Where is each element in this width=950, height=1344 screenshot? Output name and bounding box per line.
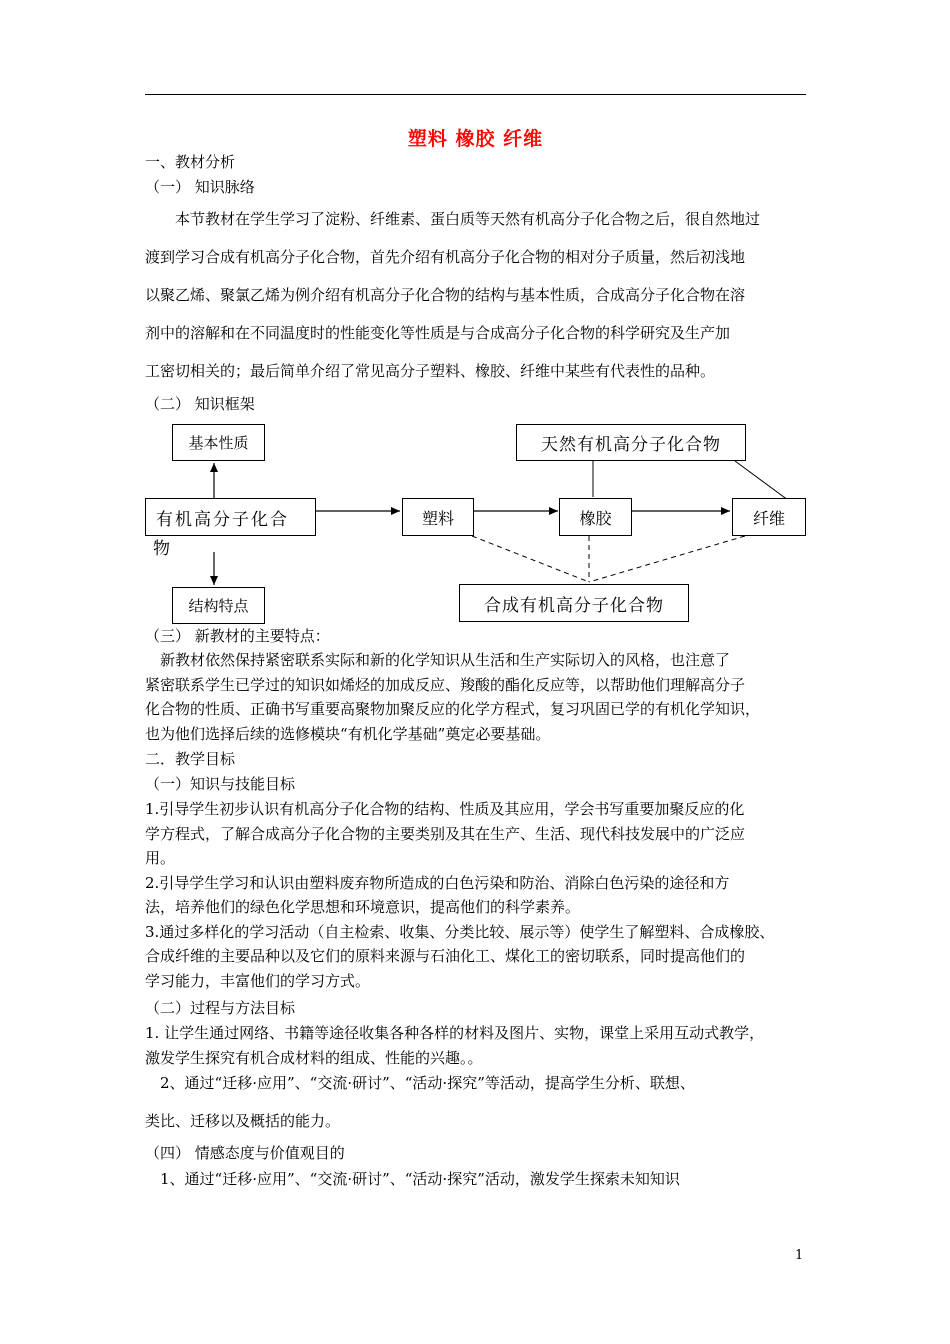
paragraph-line: 以聚乙烯、聚氯乙烯为例介绍有机高分子化合物的结构与基本性质，合成高分子化合物在溶: [145, 286, 746, 304]
section-heading-2: 二．教学目标: [145, 750, 236, 768]
list-item-emotion: 1、通过“迁移·应用”、“交流·研讨”、“活动·探究”活动，激发学生探索未知知识: [160, 1170, 680, 1188]
box-synthetic-polymer: 合成有机高分子化合物: [459, 584, 689, 622]
subsection-heading-knowledge-skills: （一）知识与技能目标: [145, 775, 296, 793]
list-item: 激发学生探究有机合成材料的组成、性能的兴趣。。: [145, 1048, 483, 1067]
fiber-to-synthetic-dashed: [589, 536, 745, 582]
list-item: 3.通过多样化的学习活动（自主检索、收集、分类比较、展示等）使学生了解塑料、合成橡胶、: [145, 922, 775, 941]
box-basic-properties: 基本性质: [172, 424, 265, 461]
list-item: 法，培养他们的绿色化学思想和环境意识，提高他们的科学素养。: [145, 898, 581, 916]
box-structure-features: 结构特点: [172, 587, 265, 624]
paragraph-new-features: [145, 648, 815, 746]
box-organic-polymer: 有机高分子化合: [145, 498, 316, 536]
paragraph-knowledge-context: [145, 200, 815, 390]
paragraph-line: 工密切相关的；最后简单介绍了常见高分子塑料、橡胶、纤维中某些有代表性的品种。: [145, 362, 716, 380]
list-item: 合成纤维的主要品种以及它们的原料来源与石油化工、煤化工的密切联系，同时提高他们的: [145, 947, 746, 965]
subsection-heading-knowledge-framework: （二） 知识框架: [145, 395, 255, 413]
box-natural-polymer: 天然有机高分子化合物: [516, 424, 746, 461]
section-heading-1: 一、教材分析: [145, 153, 236, 171]
subsection-heading-new-features: （三） 新教材的主要特点：: [145, 627, 330, 645]
box-organic-polymer-overflow: 物: [153, 539, 170, 559]
plastic-to-synthetic-dashed: [472, 536, 589, 582]
paragraph-line: 紧密联系学生已学过的知识如烯烃的加成反应、羧酸的酯化反应等，以帮助他们理解高分子: [145, 675, 746, 694]
paragraph-line: 剂中的溶解和在不同温度时的性能变化等性质是与合成高分子化合物的科学研究及生产加: [145, 324, 731, 342]
box-plastic: 塑料: [402, 498, 474, 536]
list-process-goals: [145, 1021, 815, 1070]
list-item: 1. 让学生通过网络、书籍等途径收集各种各样的材料及图片、实物，课堂上采用互动式教学，: [145, 1024, 765, 1042]
paragraph-line: 本节教材在学生学习了淀粉、纤维素、蛋白质等天然有机高分子化合物之后，很自然地过: [175, 210, 761, 228]
natural-to-fiber-line: [735, 461, 792, 503]
subsection-heading-knowledge-context: （一） 知识脉络: [145, 178, 255, 196]
subsection-heading-process-methods: （二）过程与方法目标: [145, 999, 296, 1017]
list-process-goals-2: [145, 1064, 815, 1140]
paragraph-line: 也为他们选择后续的选修模块“有机化学基础”奠定必要基础。: [145, 724, 551, 743]
box-rubber: 橡胶: [559, 498, 632, 536]
box-fiber: 纤维: [732, 498, 806, 536]
header-rule: [145, 94, 806, 95]
page-title: 塑料 橡胶 纤维: [407, 128, 544, 150]
subsection-heading-emotion-values: （四） 情感态度与价值观目的: [145, 1144, 345, 1162]
list-item: 2.引导学生学习和认识由塑料废弃物所造成的白色污染和防治、消除白色污染的途径和方: [145, 873, 730, 892]
list-item: 学方程式，了解合成高分子化合物的主要类别及其在生产、生活、现代科技发展中的广泛应: [145, 824, 746, 843]
paragraph-line: 新教材依然保持紧密联系实际和新的化学知识从生活和生产实际切入的风格，也注意了: [160, 651, 731, 669]
list-item: 学习能力，丰富他们的学习方式。: [145, 971, 371, 990]
list-item: 用。: [145, 849, 176, 867]
list-item: 1.引导学生初步认识有机高分子化合物的结构、性质及其应用，学会书写重要加聚反应的化: [145, 800, 745, 818]
list-item: 2、通过“迁移·应用”、“交流·研讨”、“活动·探究”等活动，提高学生分析、联想、: [160, 1074, 695, 1092]
list-knowledge-skills-goals: [145, 797, 815, 993]
paragraph-line: 渡到学习合成有机高分子化合物，首先介绍有机高分子化合物的相对分子质量，然后初浅地: [145, 248, 746, 266]
paragraph-line: 化合物的性质、正确书写重要高聚物加聚反应的化学方程式，复习巩固已学的有机化学知识，: [145, 700, 761, 718]
list-item: 类比、迁移以及概括的能力。: [145, 1112, 341, 1130]
page-number: 1: [795, 1248, 804, 1263]
